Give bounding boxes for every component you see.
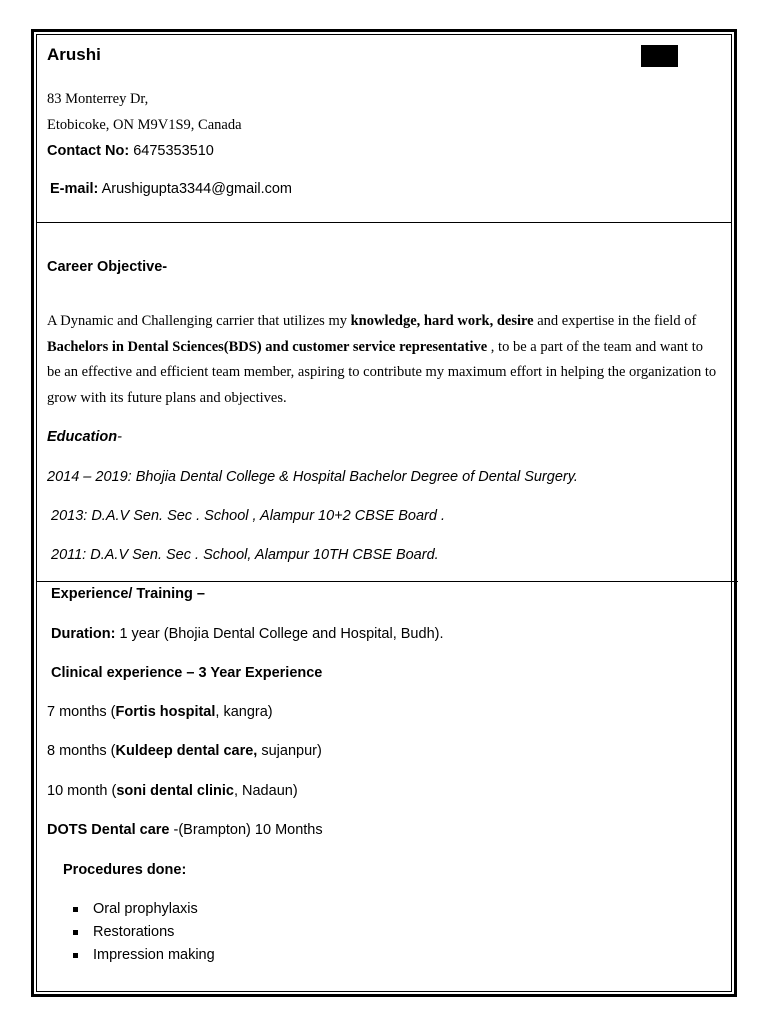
career-objective-text [47, 309, 717, 411]
contact-label: Contact No: [47, 143, 130, 159]
experience-item-post: sujanpur) [257, 743, 322, 759]
section-divider [36, 581, 738, 582]
experience-item-pre: 8 months ( [47, 743, 116, 759]
duration-label: Duration: [51, 626, 116, 642]
duration-value: 1 year (Bhojia Dental College and Hospital, Budh). [115, 626, 444, 642]
list-item: Restorations [73, 921, 215, 944]
career-text-2: and expertise in the field of [533, 313, 697, 329]
applicant-name: Arushi [47, 45, 101, 64]
experience-item [47, 704, 273, 720]
experience-item-pre: 10 month ( [47, 783, 117, 799]
experience-item-post: , kangra) [215, 704, 273, 720]
email-label: E-mail: [50, 181, 99, 197]
clinical-experience-heading: Clinical experience – 3 Year Experience [51, 665, 323, 681]
experience-item-place: soni dental clinic [116, 783, 234, 799]
experience-item-place: Kuldeep dental care, [115, 743, 258, 759]
experience-item [47, 783, 298, 799]
experience-item [47, 822, 323, 838]
procedures-list [73, 898, 215, 967]
address-line-2: Etobicoke, ON M9V1S9, Canada [47, 117, 242, 133]
photo-placeholder [641, 45, 678, 67]
career-text-1: A Dynamic and Challenging carrier that utilizes my [47, 313, 351, 329]
education-item: 2011: D.A.V Sen. Sec . School, Alampur 10TH CBSE Board. [51, 547, 439, 563]
email-value: Arushigupta3344@gmail.com [101, 181, 293, 197]
contact-value: 6475353510 [133, 143, 214, 159]
experience-item-post: -(Brampton) 10 Months [169, 822, 323, 838]
experience-item-place: Fortis hospital [115, 704, 216, 720]
list-item: Oral prophylaxis [73, 898, 215, 921]
education-item: 2014 – 2019: Bhojia Dental College & Hospital Bachelor Degree of Dental Surgery. [47, 469, 578, 485]
career-bold-2: Bachelors in Dental Sciences(BDS) and customer service representative [47, 338, 488, 355]
procedures-heading: Procedures done: [63, 862, 187, 878]
career-text-3: , to be a part of the team and want to be an effective and efficient team member, aspiring to contribute my maximum effort in helping the organization to grow with its future plans and objectives. [47, 338, 717, 406]
education-heading [47, 429, 122, 445]
career-objective-heading: Career Objective- [47, 259, 168, 275]
experience-item-pre: 7 months ( [47, 704, 116, 720]
education-item: 2013: D.A.V Sen. Sec . School , Alampur 10+2 CBSE Board . [51, 508, 445, 524]
experience-heading: Experience/ Training – [51, 586, 205, 602]
experience-item-post: , Nadaun) [233, 783, 298, 799]
experience-item-place: DOTS Dental care [47, 822, 170, 838]
contact-line [47, 143, 214, 159]
education-heading-text: Education [47, 429, 118, 445]
experience-item [47, 743, 322, 759]
list-item: Impression making [73, 944, 215, 967]
address-line-1: 83 Monterrey Dr, [47, 91, 149, 107]
duration-line [51, 626, 444, 642]
education-heading-suffix: - [117, 429, 122, 445]
career-bold-1: knowledge, hard work, desire [350, 313, 534, 329]
section-divider [36, 222, 732, 223]
email-line [50, 181, 292, 197]
